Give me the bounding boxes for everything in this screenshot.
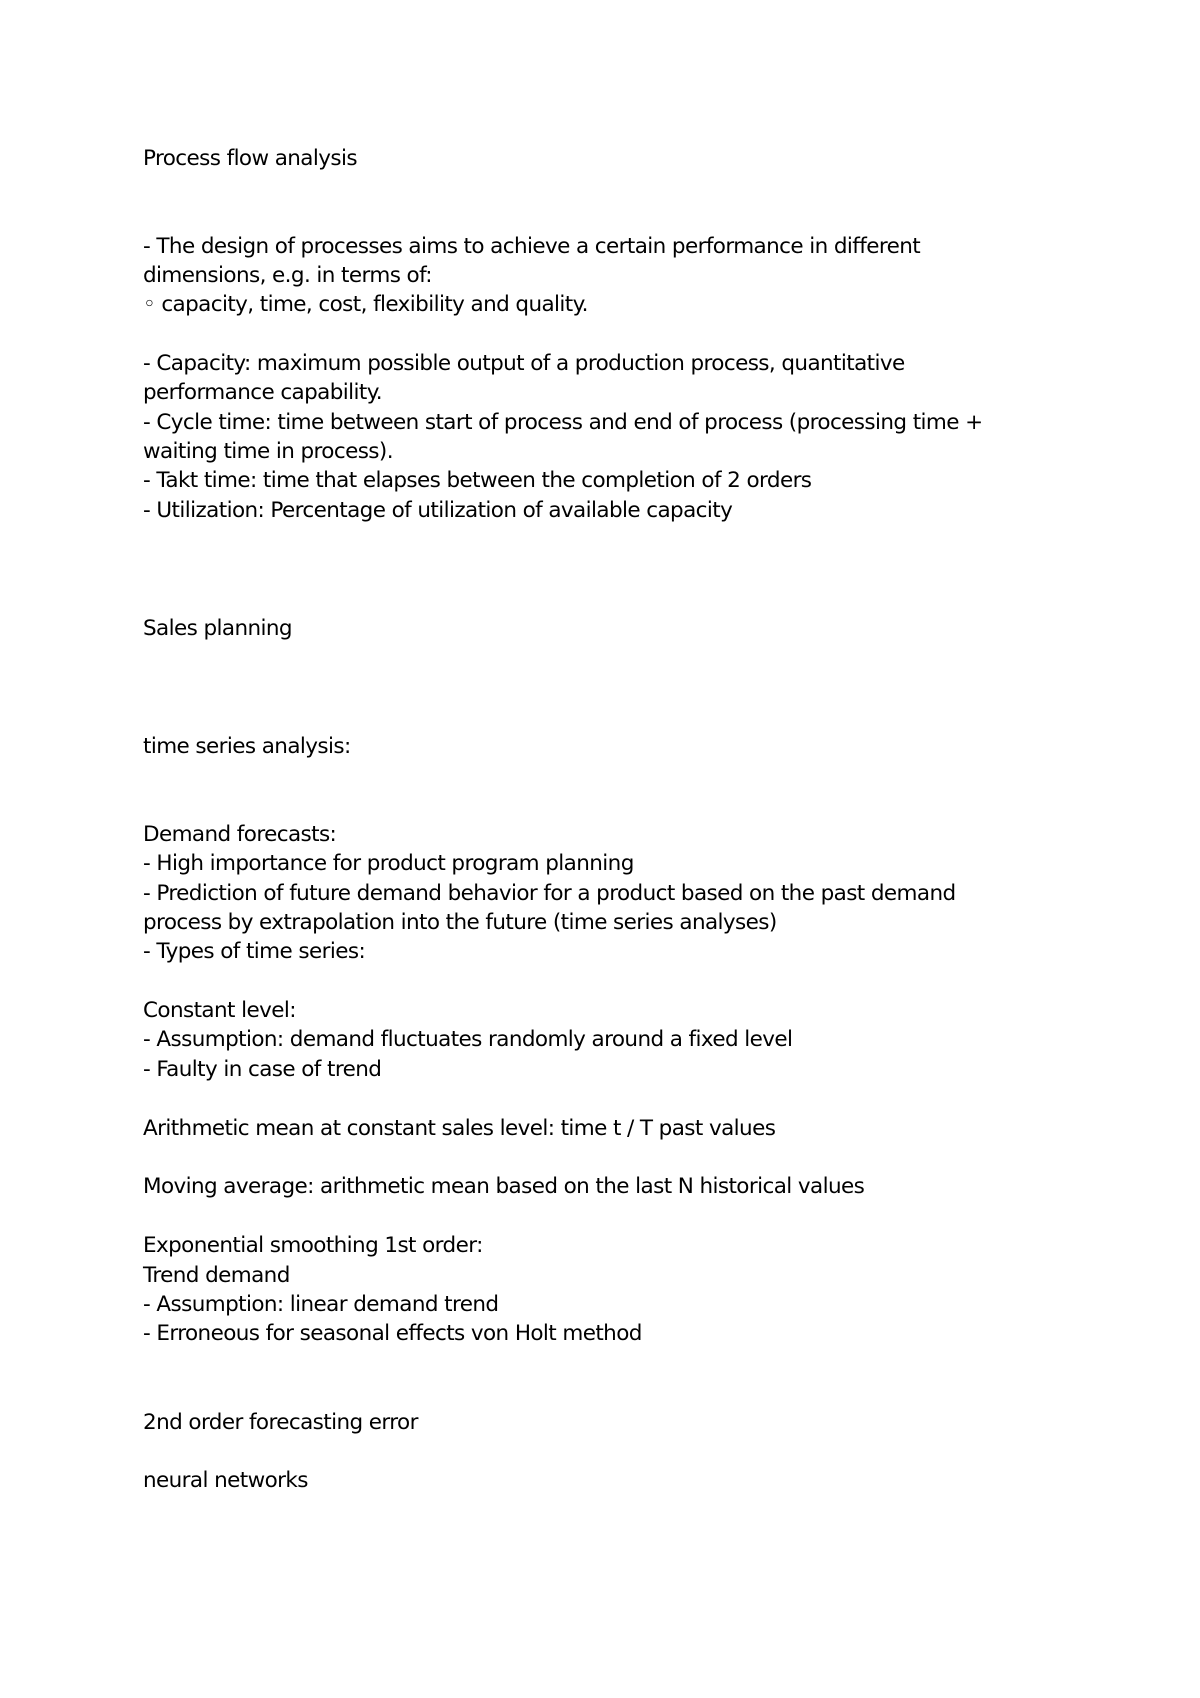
text-line: Arithmetic mean at constant sales level: time t / T past values bbox=[143, 1116, 776, 1141]
text-line: - Faulty in case of trend bbox=[143, 1057, 382, 1082]
text-line: - Takt time: time that elapses between the completion of 2 orders bbox=[143, 468, 812, 493]
text-line: 2nd order forecasting error bbox=[143, 1410, 418, 1435]
text-line: dimensions, e.g. in terms of: bbox=[143, 263, 432, 288]
heading-time-series-analysis: time series analysis: bbox=[143, 734, 351, 759]
text-line: - High importance for product program planning bbox=[143, 851, 634, 876]
text-line: ◦ capacity, time, cost, flexibility and quality. bbox=[143, 292, 588, 317]
heading-sales-planning: Sales planning bbox=[143, 616, 292, 641]
text-line: Trend demand bbox=[143, 1263, 290, 1288]
text-line: - Assumption: demand fluctuates randomly around a fixed level bbox=[143, 1027, 793, 1052]
text-line: performance capability. bbox=[143, 380, 383, 405]
text-line: - The design of processes aims to achieve a certain performance in different bbox=[143, 234, 921, 259]
text-line: - Utilization: Percentage of utilization of available capacity bbox=[143, 498, 733, 523]
text-line: - Cycle time: time between start of process and end of process (processing time + bbox=[143, 410, 983, 435]
text-line: - Types of time series: bbox=[143, 939, 366, 964]
text-line: - Capacity: maximum possible output of a production process, quantitative bbox=[143, 351, 905, 376]
text-line: - Erroneous for seasonal effects von Holt method bbox=[143, 1321, 642, 1346]
text-line: - Prediction of future demand behavior for a product based on the past demand bbox=[143, 881, 956, 906]
text-line: process by extrapolation into the future (time series analyses) bbox=[143, 910, 777, 935]
text-line: waiting time in process). bbox=[143, 439, 393, 464]
text-line: Moving average: arithmetic mean based on the last N historical values bbox=[143, 1174, 865, 1199]
text-line: Demand forecasts: bbox=[143, 822, 337, 847]
heading-process-flow-analysis: Process flow analysis bbox=[143, 146, 357, 171]
text-line: Exponential smoothing 1st order: bbox=[143, 1233, 483, 1258]
text-line: - Assumption: linear demand trend bbox=[143, 1292, 499, 1317]
text-line: Constant level: bbox=[143, 998, 296, 1023]
text-line: neural networks bbox=[143, 1468, 308, 1493]
